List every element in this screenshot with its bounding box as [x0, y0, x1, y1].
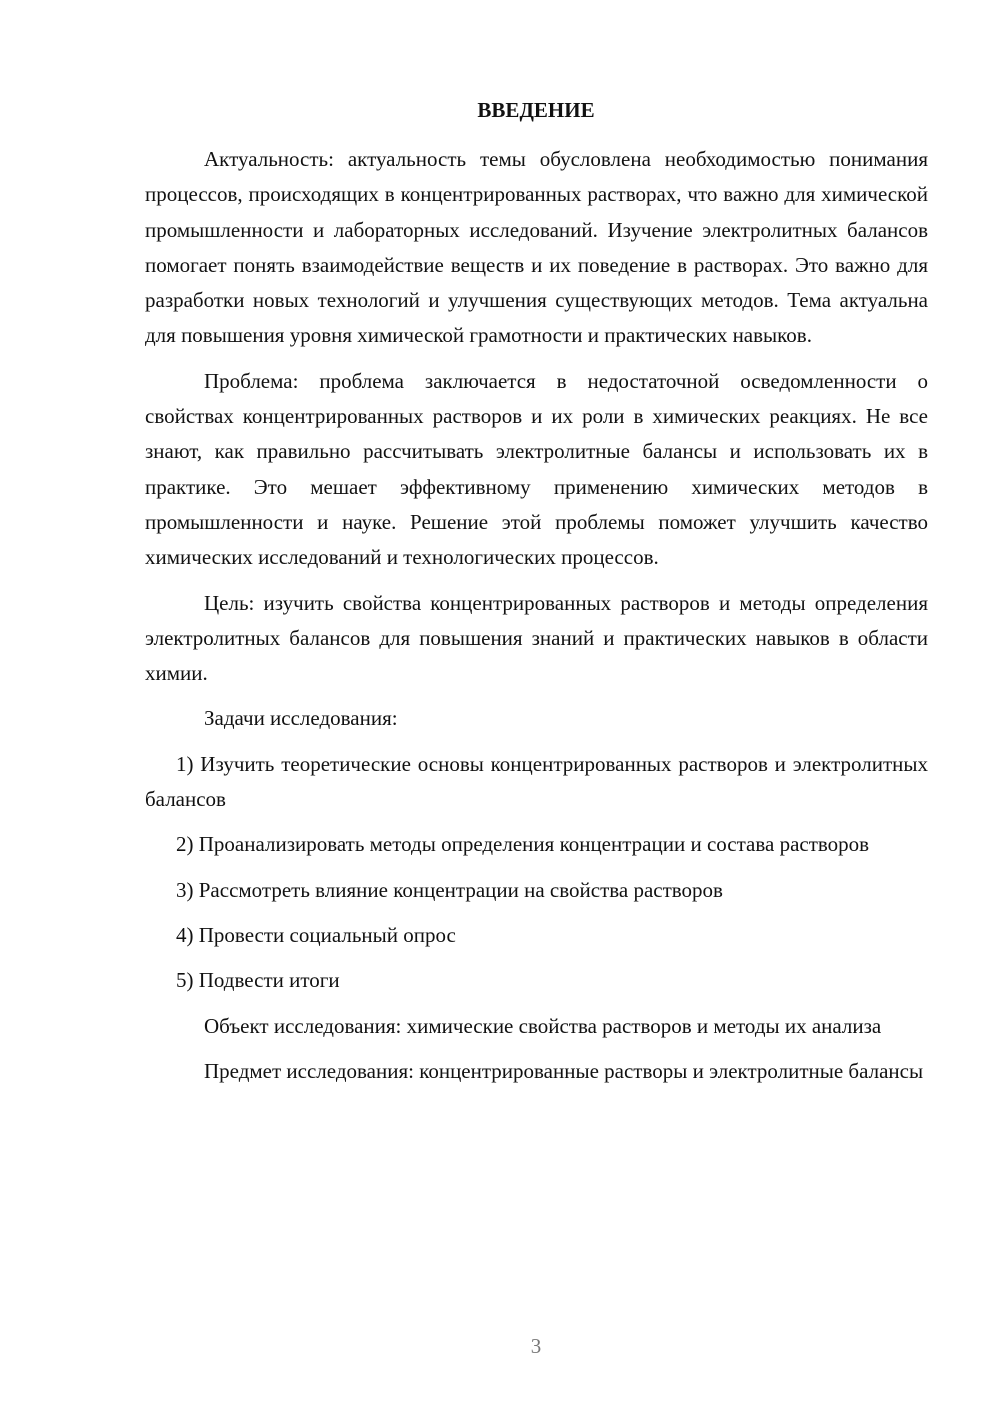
page-number: 3: [530, 1334, 542, 1358]
task-item: 1) Изучить теоретические основы концентрированных растворов и электролитных балансов: [145, 751, 928, 812]
tasks-title: Задачи исследования:: [204, 706, 398, 731]
object-paragraph: Объект исследования: химические свойства растворов и методы их анализа: [204, 1013, 882, 1038]
task-item: 5) Подвести итоги: [176, 968, 340, 993]
page-title: ВВЕДЕНИЕ: [477, 98, 595, 122]
document-body: [145, 142, 928, 1099]
relevance-paragraph: Актуальность: актуальность темы обусловлена необходимостью понимания процессов, происходящих в концентрированных растворах, что важно для химической промышленности и лабораторных исследований. Изучение электролитных балансов помогает понять взаимодействие веществ и их поведение в растворах. Это важно для разработки новых технологий и улучшения существующих методов. Тема актуальна для повышения уровня химической грамотности и практических навыков.: [145, 147, 928, 348]
task-item: 2) Проанализировать методы определения концентрации и состава растворов: [176, 832, 870, 857]
problem-paragraph: Проблема: проблема заключается в недостаточной осведомленности о свойствах концентрированных растворов и их роли в химических реакциях. Не все знают, как правильно рассчитывать электролитные балансы и использовать их в практике. Это мешает эффективному применению химических методов в промышленности и науке. Решение этой проблемы поможет улучшить качество химических исследований и технологических процессов.: [145, 368, 928, 570]
goal-paragraph: Цель: изучить свойства концентрированных растворов и методы определения электролитных балансов для повышения знаний и практических навыков в области химии.: [145, 590, 928, 686]
task-item: 3) Рассмотреть влияние концентрации на свойства растворов: [176, 877, 723, 902]
task-item: 4) Провести социальный опрос: [176, 922, 456, 947]
subject-paragraph: Предмет исследования: концентрированные растворы и электролитные балансы: [204, 1058, 924, 1083]
